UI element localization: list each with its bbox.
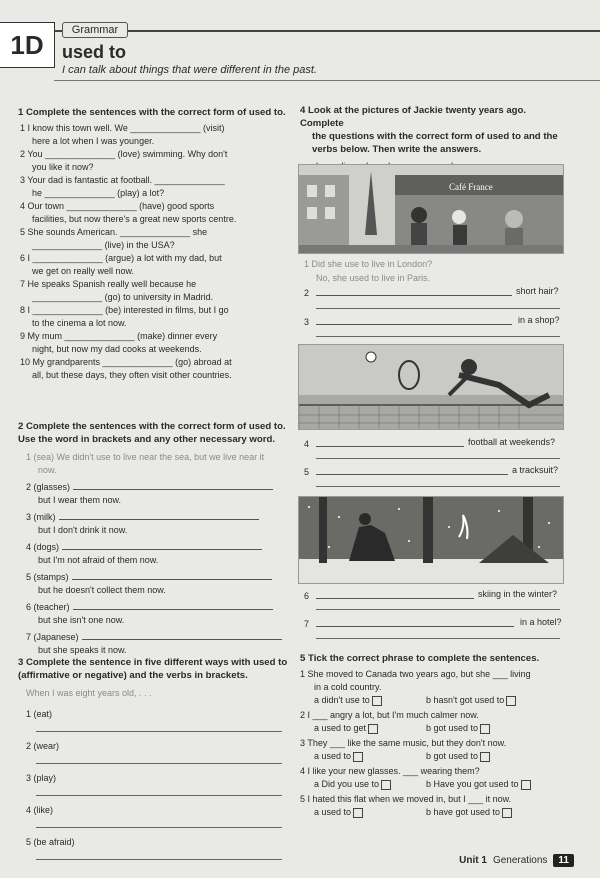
ex1-line: 8 I ______________ (be) interested in films, but I go: [20, 305, 229, 315]
ex3-answer-line[interactable]: [36, 763, 282, 764]
ex5-options: [300, 694, 570, 707]
ex5-question-cont: in a cold country.: [314, 682, 382, 692]
ex4-q7: in a hotel?: [520, 617, 562, 627]
footer-name: Generations: [492, 855, 548, 866]
ex5-options: [300, 806, 570, 819]
ex4-heading-2: the questions with the correct form of used to and the: [312, 131, 558, 142]
header-rule: [54, 30, 600, 32]
ex2-item-blank[interactable]: [82, 630, 282, 640]
ex5-option-label: a didn't use to: [314, 695, 370, 705]
tick-box[interactable]: [353, 752, 363, 762]
ex2-item-rest: but she isn't one now.: [38, 615, 125, 625]
ex1-line: 9 My mum ______________ (make) dinner every: [20, 331, 218, 341]
exercise-4: [300, 104, 568, 173]
ex5-option-b: [426, 694, 516, 707]
ex3-answer-line[interactable]: [36, 859, 282, 860]
ex4-q2: short hair?: [516, 286, 559, 296]
ex5-option-a: [314, 694, 426, 707]
ex2-item: [18, 630, 290, 644]
tick-box[interactable]: [353, 808, 363, 818]
ex2-item-rest: but I'm not afraid of them now.: [38, 555, 159, 565]
ex2-item-blank[interactable]: [73, 480, 273, 490]
exercise-5: [300, 652, 570, 821]
ex4-q5-num: 5: [304, 467, 310, 477]
ex5-option-label: a Did you use to: [314, 779, 380, 789]
unit-label: 1D: [0, 22, 55, 68]
page-subtitle: I can talk about things that were different in the past.: [62, 64, 317, 76]
ex2-item-cue: 5 (stamps): [26, 572, 69, 582]
ex5-options: [300, 722, 570, 735]
ex4-q4-num: 4: [304, 439, 310, 449]
tick-box[interactable]: [480, 752, 490, 762]
ex1-line: he ______________ (play) a lot?: [32, 188, 165, 198]
ex2-example-1: 1 (sea) We didn't use to live near the sea, but we live near it: [26, 452, 265, 462]
ex1-lines: [18, 122, 288, 382]
ex1-line: facilities, but now there's a great new sports centre.: [32, 214, 237, 224]
ex3-item: 1 (eat): [26, 709, 53, 719]
ex2-item-rest: but he doesn't collect them now.: [38, 585, 166, 595]
ex1-line: ______________ (live) in the USA?: [32, 240, 175, 250]
ex5-option-a: [314, 806, 426, 819]
page-title: used to: [62, 42, 127, 62]
ex5-option-b: [426, 806, 512, 819]
exercise-3: [18, 656, 290, 860]
ex4-q5-blank[interactable]: [316, 465, 508, 475]
ex2-item-blank[interactable]: [59, 510, 259, 520]
ex1-line: night, but now my dad cooks at weekends.: [32, 344, 202, 354]
picture-tennis: [298, 344, 564, 430]
ex5-options: [300, 778, 570, 791]
tick-box[interactable]: [372, 696, 382, 706]
ex2-item-rest: but I don't drink it now.: [38, 525, 128, 535]
tick-box[interactable]: [368, 724, 378, 734]
ex2-heading-2: Use the word in brackets and any other necessary word.: [18, 434, 275, 445]
ex5-question: 3 They ___ like the same music, but they don't now.: [300, 738, 507, 748]
ex1-line: we get on really well now.: [32, 266, 135, 276]
ex4-a2-line[interactable]: [316, 308, 560, 309]
ex1-line: to the cinema a lot now.: [32, 318, 127, 328]
ex4-a5-line[interactable]: [316, 486, 560, 487]
exercise-1: [18, 106, 288, 382]
ex1-line: ______________ (go) to university in Madrid.: [32, 292, 214, 302]
cafe-illustration: [299, 165, 563, 253]
ex3-heading-1: 3 Complete the sentence in five different ways with used to: [18, 657, 288, 668]
ex5-items: [300, 668, 570, 819]
ex3-example: When I was eight years old, . . .: [26, 688, 152, 698]
ex5-option-b: [426, 722, 490, 735]
tick-box[interactable]: [506, 696, 516, 706]
ex5-option-b: [426, 750, 490, 763]
cafe-sign-text: Café France: [449, 182, 493, 192]
ex5-question: 1 She moved to Canada two years ago, but she ___ living: [300, 669, 531, 679]
ex4-q6-num: 6: [304, 591, 310, 601]
ex3-item: 5 (be afraid): [26, 837, 75, 847]
ex4-q1: 1 Did she use to live in London?: [304, 259, 433, 269]
ex2-item-cue: 4 (dogs): [26, 542, 60, 552]
ex1-line: you like it now?: [32, 162, 94, 172]
ex5-option-label: a used to get: [314, 723, 367, 733]
footer-unit: Unit 1: [459, 855, 487, 866]
section-tab: Grammar: [62, 22, 128, 38]
ex1-line: all, but these days, they often visit other countries.: [32, 370, 232, 380]
ex3-answer-line[interactable]: [36, 731, 282, 732]
ex4-q3: in a shop?: [518, 315, 560, 325]
ex2-items: [18, 480, 290, 657]
ex5-options: [300, 750, 570, 763]
ex1-line: 10 My grandparents ______________ (go) abroad at: [20, 357, 232, 367]
ex5-option-label: b got used to: [426, 751, 479, 761]
ex4-q3-num: 3: [304, 317, 310, 327]
ex5-question: 2 I ___ angry a lot, but I'm much calmer now.: [300, 710, 479, 720]
ex3-item: 2 (wear): [26, 741, 60, 751]
ex1-line: 1 I know this town well. We ______________ (visit): [20, 123, 225, 133]
tennis-illustration: [299, 345, 563, 429]
ex2-item-rest: but I wear them now.: [38, 495, 122, 505]
ex4-q6: skiing in the winter?: [478, 589, 558, 599]
ex2-item-cue: 2 (glasses): [26, 482, 71, 492]
ex4-q4-blank[interactable]: [316, 437, 464, 447]
ex2-heading-1: 2 Complete the sentences with the correct form of used to.: [18, 421, 286, 432]
ex4-a7-line[interactable]: [316, 638, 560, 639]
ex2-item-cue: 6 (teacher): [26, 602, 70, 612]
ex1-line: 4 Our town ______________ (have) good sports: [20, 201, 215, 211]
ex2-item: [18, 540, 290, 554]
picture-winter-camp: [298, 496, 564, 584]
ex5-option-label: b have got used to: [426, 807, 501, 817]
ex5-option-a: [314, 778, 426, 791]
ex2-item-cue: 3 (milk): [26, 512, 56, 522]
ex5-option-label: a used to: [314, 751, 352, 761]
page-number: 11: [553, 854, 574, 867]
ex2-item: [18, 570, 290, 584]
ex5-option-label: b Have you got used to: [426, 779, 519, 789]
ex4-q7-blank[interactable]: [316, 617, 514, 627]
ex1-line: 7 He speaks Spanish really well because he: [20, 279, 197, 289]
page-footer: [459, 854, 574, 867]
ex4-q2-num: 2: [304, 288, 310, 298]
ex5-question: 5 I hated this flat when we moved in, but I ___ it now.: [300, 794, 512, 804]
ex2-item: [18, 480, 290, 494]
ex4-q7-num: 7: [304, 619, 310, 629]
ex4-a4-line[interactable]: [316, 458, 560, 459]
exercise-2: [18, 420, 290, 657]
ex4-q5: a tracksuit?: [512, 465, 559, 475]
ex2-item: [18, 510, 290, 524]
ex4-q4: football at weekends?: [468, 437, 556, 447]
ex4-a1: No, she used to live in Paris.: [316, 273, 431, 283]
ex3-item: 3 (play): [26, 773, 57, 783]
picture-paris-cafe: [298, 164, 564, 254]
ex2-item-blank[interactable]: [73, 600, 273, 610]
ex1-line: 5 She sounds American. ______________ she: [20, 227, 208, 237]
ex3-answer-line[interactable]: [36, 795, 282, 796]
ex4-a3-line[interactable]: [316, 336, 560, 337]
ex1-line: 6 I ______________ (argue) a lot with my dad, but: [20, 253, 222, 263]
ex3-items: [18, 708, 290, 860]
ex2-item-rest: but she speaks it now.: [38, 645, 127, 655]
ex1-line: here a lot when I was younger.: [32, 136, 155, 146]
ex5-option-label: b hasn't got used to: [426, 695, 505, 705]
tick-box[interactable]: [502, 808, 512, 818]
ex2-item-cue: 7 (Japanese): [26, 632, 79, 642]
tick-box[interactable]: [381, 780, 391, 790]
ex4-heading-1: 4 Look at the pictures of Jackie twenty years ago. Complete: [300, 105, 527, 129]
ex1-line: 3 Your dad is fantastic at football. ______________: [20, 175, 225, 185]
ex3-answer-line[interactable]: [36, 827, 282, 828]
ex4-q6-blank[interactable]: [316, 589, 474, 599]
ex5-option-label: a used to: [314, 807, 352, 817]
ex5-option-a: [314, 750, 426, 763]
winter-illustration: [299, 497, 563, 583]
ex2-item: [18, 600, 290, 614]
tick-box[interactable]: [521, 780, 531, 790]
ex5-option-a: [314, 722, 426, 735]
ex4-a6-line[interactable]: [316, 609, 560, 610]
ex3-heading-2: (affirmative or negative) and the verbs in brackets.: [18, 670, 248, 681]
ex1-heading: 1 Complete the sentences with the correct form of used to.: [18, 107, 286, 118]
ex4-q2-blank[interactable]: [316, 286, 512, 296]
ex2-item-blank[interactable]: [62, 540, 262, 550]
ex4-heading-3: verbs below. Then write the answers.: [312, 144, 482, 155]
ex4-q3-blank[interactable]: [316, 315, 512, 325]
tick-box[interactable]: [480, 724, 490, 734]
ex5-heading: 5 Tick the correct phrase to complete the sentences.: [300, 653, 540, 664]
ex1-line: 2 You ______________ (love) swimming. Why don't: [20, 149, 228, 159]
header-rule-bottom: [54, 80, 600, 81]
ex3-item: 4 (like): [26, 805, 54, 815]
ex5-option-b: [426, 778, 531, 791]
ex5-question: 4 I like your new glasses. ___ wearing them?: [300, 766, 480, 776]
ex2-item-blank[interactable]: [72, 570, 272, 580]
ex2-example-2: now.: [38, 465, 57, 475]
ex5-option-label: b got used to: [426, 723, 479, 733]
